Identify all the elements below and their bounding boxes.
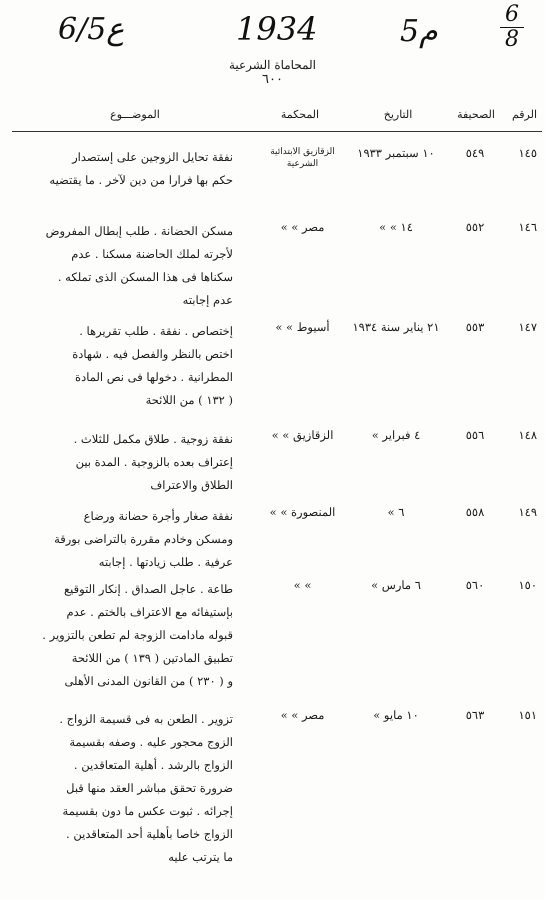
entry-court: » » xyxy=(293,578,312,592)
entry-subject xyxy=(15,146,233,192)
entry-page: ٥٤٩ xyxy=(465,146,485,160)
subject-line: بإستيفائه مع الاعتراف بالختم . عدم xyxy=(66,605,233,619)
entry-subject xyxy=(15,428,233,497)
entry-court: مصر » » xyxy=(280,708,325,722)
entry-subject xyxy=(15,578,233,693)
fraction-denominator: 8 xyxy=(505,27,519,52)
fraction-numerator: 6 xyxy=(505,2,519,27)
entry-number: ١٥٠ xyxy=(518,578,537,592)
entry-date: ٢١ يناير سنة ١٩٣٤ xyxy=(352,320,440,334)
header-rule xyxy=(12,131,542,132)
entry-number: ١٤٦ xyxy=(518,220,537,234)
subject-line: عدم إجابته xyxy=(182,293,233,307)
entry-page: ٥٥٣ xyxy=(465,320,485,334)
subject-line: ما يترتب عليه xyxy=(168,850,233,864)
subject-line: قبوله مادامت الزوجة لم تطعن بالتزوير . xyxy=(42,628,233,642)
entry-page: ٥٥٢ xyxy=(465,220,485,234)
entry-court: مصر » » xyxy=(280,220,325,234)
handwritten-code: 5م xyxy=(400,14,438,49)
subject-line: حكم بها فرارا من دين لآخر . ما يقتضيه xyxy=(49,173,233,187)
header-page: الصحيفة xyxy=(457,108,495,121)
page-number: ٦٠٠ xyxy=(262,72,283,87)
table-header xyxy=(0,108,545,128)
entry-date: ٦ مارس » xyxy=(371,578,421,592)
subject-line: ( ١٣٢ ) من اللائحة xyxy=(145,393,233,407)
handwritten-year: 1934 xyxy=(236,10,318,48)
entry-subject xyxy=(15,220,233,312)
header-date: التاريخ xyxy=(383,108,413,121)
subject-line: الزواج خاصا بأهلية أحد المتعاقدين . xyxy=(66,827,233,841)
subject-line: إختصاص . نفقة . طلب تقريرها . xyxy=(79,324,233,338)
entry-number: ١٤٥ xyxy=(518,146,537,160)
subject-line: لأجرته لملك الحاضنة مسكنا . عدم xyxy=(71,247,233,261)
subject-line: إجرائه . ثبوت عكس ما دون بقسيمة xyxy=(62,804,233,818)
subject-line: و ( ٢٣٠ ) من القانون المدنى الأهلى xyxy=(64,674,233,688)
entry-page: ٥٥٦ xyxy=(465,428,485,442)
entry-page: ٥٥٨ xyxy=(465,505,485,519)
entry-court: المنصورة » » xyxy=(269,505,336,519)
entry-subject xyxy=(15,708,233,869)
entry-page: ٥٦٠ xyxy=(465,578,485,592)
header-subject: الموضـــوع xyxy=(110,108,160,121)
handwritten-reference: 6/5ع xyxy=(58,12,125,47)
subject-line: اختص بالنظر والفصل فيه . شهادة xyxy=(72,347,233,361)
entry-date: ١٤ » » xyxy=(379,220,413,234)
subject-line: إعتراف بعده بالزوجية . المدة بين xyxy=(75,455,233,469)
entry-subject xyxy=(15,320,233,412)
header-court: المحكمة xyxy=(280,108,320,121)
subject-line: الطلاق والاعتراف xyxy=(150,478,233,492)
entry-court: الزقازيق » » xyxy=(271,428,334,442)
entry-number: ١٤٨ xyxy=(518,428,537,442)
running-title: المحاماة الشرعية xyxy=(228,58,317,72)
subject-line: نفقة تحايل الزوجين على إستصدار xyxy=(72,150,233,164)
subject-line: تطبيق المادتين ( ١٣٩ ) من اللائحة xyxy=(71,651,233,665)
handwritten-fraction xyxy=(500,4,524,51)
subject-line: ومسكن وخادم مقررة بالتراضى بورقة xyxy=(54,532,233,546)
subject-line: طاعة . عاجل الصداق . إنكار التوقيع xyxy=(64,582,233,596)
subject-line: المطرانية . دخولها فى نص المادة xyxy=(75,370,233,384)
entry-number: ١٥١ xyxy=(518,708,537,722)
subject-line: الزوج محجور عليه . وصفه بقسيمة xyxy=(69,735,233,749)
subject-line: سكناها فى هذا المسكن الذى تملكه . xyxy=(57,270,233,284)
entry-number: ١٤٩ xyxy=(518,505,537,519)
entry-subject xyxy=(15,505,233,574)
entry-date: ١٠ سبتمبر ١٩٣٣ xyxy=(357,146,435,160)
subject-line: مسكن الحضانة . طلب إبطال المفروض xyxy=(45,224,233,238)
subject-line: نفقة زوجية . طلاق مكمل للثلاث . xyxy=(73,432,233,446)
entry-date: ١٠ مايو » xyxy=(373,708,419,722)
subject-line: نفقة صغار وأجرة حضانة ورضاع xyxy=(83,509,233,523)
subject-line: تزوير . الطعن به فى قسيمة الزواج . xyxy=(59,712,233,726)
subject-line: عرفية . طلب زيادتها . إجابته xyxy=(98,555,233,569)
subject-line: ضرورة تحقق مباشر العقد منها قبل xyxy=(66,781,233,795)
entry-court: أسيوط » » xyxy=(275,320,330,334)
entry-date: ٦ » xyxy=(387,505,405,519)
subject-line: الزواج بالرشد . أهلية المتعاقدين . xyxy=(73,758,233,772)
entry-page: ٥٦٣ xyxy=(465,708,485,722)
entry-court: الزقازيق الابتدائية الشرعية xyxy=(270,147,335,169)
entry-number: ١٤٧ xyxy=(518,320,537,334)
header-number: الرقم xyxy=(511,108,537,121)
entry-date: ٤ فبراير » xyxy=(371,428,421,442)
